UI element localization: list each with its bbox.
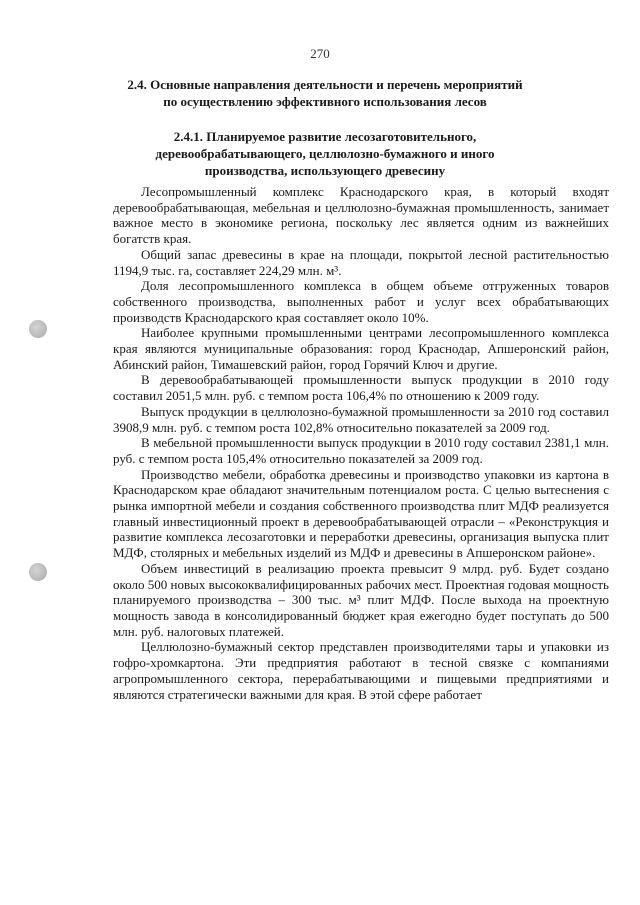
section-heading-line: 2.4. Основные направления деятельности и перечень мероприятий [127,77,523,92]
subsection-heading [90,128,560,179]
paragraph: Объем инвестиций в реализацию проекта превысит 9 млрд. руб. Будет создано около 500 новых высококвалифицированных рабочих мест. Проектная годовая мощность планируемого производства – 300 тыс. м³ плит МДФ. После выхода на проектную мощность завода в консолидированный бюджет края ежегодно будет поступать до 500 млн. руб. налоговых платежей. [113,560,609,639]
paragraph: В мебельной промышленности выпуск продукции в 2010 году составил 2381,1 млн. руб. с темпом роста 105,4% относительно показателей за 2009 год. [113,435,609,466]
section-heading [90,76,560,110]
subsection-heading-line: деревообрабатывающего, целлюлозно-бумажного и иного [155,146,495,161]
paragraph: Целлюлозно-бумажный сектор представлен производителями тары и упаковки из гофро-хромкартона. Эти предприятия работают в тесной связке с компаниями агропромышленного сектора, перерабатывающими и пищевыми предприятиями и являются стратегически важными для края. В этой сфере работает [113,639,609,702]
paragraph: Наиболее крупными промышленными центрами лесопромышленного комплекса края являются муниципальные образования: город Краснодар, Апшеронский район, Абинский район, Тимашевский район, город Горячий Ключ и другие. [113,325,609,372]
subsection-heading-line: 2.4.1. Планируемое развитие лесозаготовительного, [173,129,477,144]
punch-hole [29,320,47,338]
punch-hole [29,563,47,581]
page-number: 270 [310,46,330,61]
section-heading-line: по осуществлению эффективного использования лесов [163,94,487,109]
paragraph: В деревообрабатывающей промышленности выпуск продукции в 2010 году составил 2051,5 млн. руб. с темпом роста 106,4% по отношению к 2009 году. [113,372,609,404]
body-text [113,184,609,702]
paragraph: Общий запас древесины в крае на площади, покрытой лесной растительностью 1194,9 тыс. га, составляет 224,29 млн. м³. [113,246,609,278]
paragraph: Выпуск продукции в целлюлозно-бумажной промышленности за 2010 год составил 3908,9 млн. руб. с темпом роста 102,8% относительно показателей за 2009 год. [113,403,609,435]
subsection-heading-line: производства, использующего древесину [204,163,446,178]
paragraph: Доля лесопромышленного комплекса в общем объеме отгруженных товаров собственного производства, выполненных работ и услуг всех обрабатывающих производств Краснодарского края составляет около 10%. [113,278,609,325]
paragraph: Лесопромышленный комплекс Краснодарского края, в который входят деревообрабатывающая, мебельная и целлюлозно-бумажная промышленность, занимает важное место в экономике региона, поскольку лес является одним из важнейших богатств края. [113,184,609,247]
paragraph: Производство мебели, обработка древесины и производство упаковки из картона в Краснодарском крае обладают значительным потенциалом роста. С целью вытеснения с рынка импортной мебели и создания собственного производства плит МДФ реализуется главный инвестиционный проект в деревообрабатывающей отрасли – «Реконструкция и развитие комплекса лесозаготовки и переработки древесины, организация выпуска плит МДФ, столярных и мебельных изделий из МДФ и древесины в Апшеронском районе». [113,466,609,561]
